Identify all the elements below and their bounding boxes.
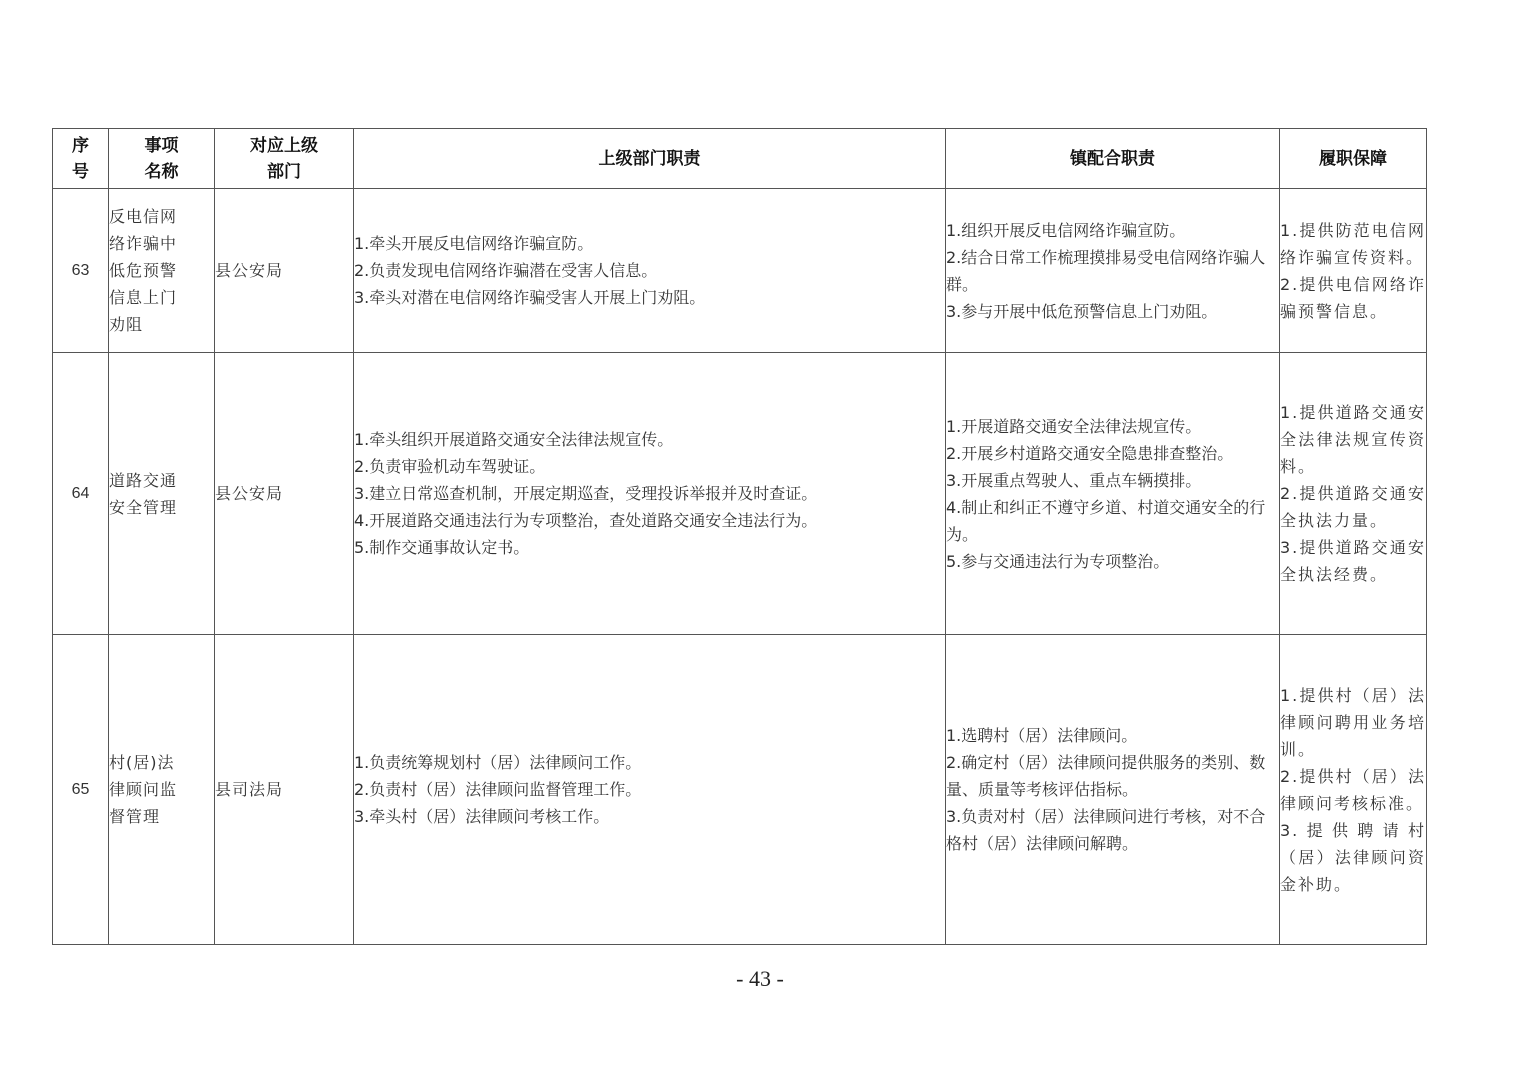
row-upper-duties: 1.牵头开展反电信网络诈骗宣防。 2.负责发现电信网络诈骗潜在受害人信息。 3.牵头对潜在电信网络诈骗受害人开展上门劝阻。 [354, 189, 946, 353]
page-number: - 43 - [736, 966, 784, 991]
duty-table [52, 128, 1427, 945]
table-row [53, 353, 1427, 635]
row-item-name: 道路交通 安全管理 [109, 353, 215, 635]
row-dept: 县司法局 [215, 635, 354, 945]
row-town-duties: 1.选聘村（居）法律顾问。 2.确定村（居）法律顾问提供服务的类别、数量、质量等考核评估指标。 3.负责对村（居）法律顾问进行考核，对不合格村（居）法律顾问解聘。 [946, 635, 1280, 945]
row-item-name: 村(居)法 律顾问监 督管理 [109, 635, 215, 945]
row-town-duties: 1.组织开展反电信网络诈骗宣防。 2.结合日常工作梳理摸排易受电信网络诈骗人群。 3.参与开展中低危预警信息上门劝阻。 [946, 189, 1280, 353]
row-dept: 县公安局 [215, 189, 354, 353]
row-seq: 64 [53, 353, 109, 635]
header-dept: 对应上级 部门 [215, 129, 354, 189]
row-upper-duties: 1.负责统筹规划村（居）法律顾问工作。 2.负责村（居）法律顾问监督管理工作。 3.牵头村（居）法律顾问考核工作。 [354, 635, 946, 945]
row-seq: 65 [53, 635, 109, 945]
table-row [53, 189, 1427, 353]
row-item-name: 反电信网 络诈骗中 低危预警 信息上门 劝阻 [109, 189, 215, 353]
row-upper-duties: 1.牵头组织开展道路交通安全法律法规宣传。 2.负责审验机动车驾驶证。 3.建立日常巡查机制，开展定期巡查，受理投诉举报并及时查证。 4.开展道路交通违法行为专项整治，查处道路交通安全违法行为。 5.制作交通事故认定书。 [354, 353, 946, 635]
row-dept: 县公安局 [215, 353, 354, 635]
row-guarantee: 1.提供村（居）法律顾问聘用业务培训。 2.提供村（居）法律顾问考核标准。 3.提供聘请村（居）法律顾问资金补助。 [1280, 635, 1427, 945]
header-seq: 序 号 [53, 129, 109, 189]
row-seq: 63 [53, 189, 109, 353]
header-upper-duties: 上级部门职责 [354, 129, 946, 189]
row-town-duties: 1.开展道路交通安全法律法规宣传。 2.开展乡村道路交通安全隐患排查整治。 3.开展重点驾驶人、重点车辆摸排。 4.制止和纠正不遵守乡道、村道交通安全的行为。 5.参与交通违法行为专项整治。 [946, 353, 1280, 635]
header-name: 事项 名称 [109, 129, 215, 189]
row-guarantee: 1.提供道路交通安全法律法规宣传资料。 2.提供道路交通安全执法力量。 3.提供道路交通安全执法经费。 [1280, 353, 1427, 635]
row-guarantee: 1.提供防范电信网络诈骗宣传资料。 2.提供电信网络诈骗预警信息。 [1280, 189, 1427, 353]
table-row [53, 635, 1427, 945]
header-guarantee: 履职保障 [1280, 129, 1427, 189]
header-town-duties: 镇配合职责 [946, 129, 1280, 189]
header-row [53, 129, 1427, 189]
